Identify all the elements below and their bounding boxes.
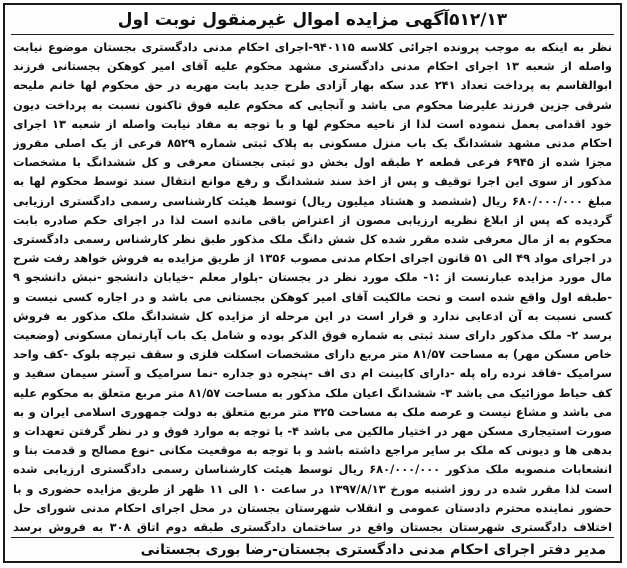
signature-divider	[11, 537, 614, 538]
notice-title: ۵۱۲/۱۳آگهی مزایده اموال غیرمنقول نوبت اول	[117, 10, 508, 30]
notice-body: نظر به اینکه به موجب پرونده اجرائی کلاسه ۹۴۰۱۱۵-اجرای احکام مدنی دادگستری بجستان موضوع نیابت واصله از شعبه ۱۳ اجرای احکام مدنی دادگستری مشهد محکوم علیه آقای امیر کوهکن بجستانی فرزند ابوالقاسم به پرداخت تعداد ۲۴۱ عدد سکه بهار آزادی طرح جدید بابت مهریه در حق محکوم لها خانم ملیحه شرقی جزین فرزند علیرضا محکوم می باشد و آنجایی که محکوم علیه فوق تاکنون نسبت به پرداخت دیون خود اقدامی بعمل ننموده است لذا از ناحیه محکوم لها و با توجه به مفاد نیابت واصله از شعبه ۱۳ اجرای احکام مدنی مشهد ششدانگ یک باب منزل مسکونی به پلاک ثبتی شماره ۸۵۲۹ فرعی از یک اصلی مفروز مجزا شده از ۶۹۴۵ فرعی قطعه ۲ طبقه اول بخش دو ثبتی بجستان معرفی و کل ششدانگ با مشخصات مذکور از سوی این اجرا توقیف و پس از اخذ سند ششدانگ و رفع موانع انتقال سند توسط محکوم لها به مبلغ ۶۸۰/۰۰۰/۰۰۰ ریال (ششصد و هشتاد میلیون ریال) توسط هیئت کارشناسی رسمی دادگستری ارزیابی گردیده که پس از ابلاغ نظریه ارزیابی مصون از اعتراض باقی مانده است لذا در اجرای حکم صادره بابت محکوم به از مال معرفی شده مقرر شده کل شش دانگ ملک مذکور طبق نظر کارشناس رسمی دادگستری در اجرای مواد ۴۹ الی ۵۱ قانون اجرای احکام مدنی مصوب ۱۳۵۶ از طریق مزایده به فروش خواهد رفت شرح مال مورد مزایده عبارتست از :۱- ملک مورد نظر در بجستان -بلوار معلم -خیابان دانشجو -نبش دانشجو ۹ -طبقه اول واقع شده است و تحت مالکیت آقای امیر کوهکن بجستانی می باشد و در اجاره کسی نیست و کسی نسبت به آن ادعایی ندارد و قرار است در این مرحله از مزایده کل ششدانگ ملک مذکور به فروش برسد ۲- ملک مذکور دارای سند ثبتی به شماره فوق الذکر بوده و شامل یک باب آپارتمان مسکونی (وضعیت خاص مسکن مهر) به مساحت ۸۱/۵۷ متر مربع دارای مشخصات اسکلت فلزی و سقف تیرچه بلوک -کف واحد سرامیک -فاقد نرده راه پله -دارای کابینت ام دی اف -پنجره دو جداره -نما سرامیک و آستر سیمان سفید و کف حیاط موزائیک می باشد ۳- ششدانگ اعیان ملک مذکور به مساحت ۸۱/۵۷ متر مربع متعلق به محکوم علیه می باشد و مشاع نیست و عرصه ملک به مساحت ۳۲۵ متر مربع متعلق به دولت جمهوری اسلامی ایران و به صورت استیجاری مسکن مهر در اختیار مالکین می باشد ۴- با توجه به موارد فوق و در نظر گرفتن تعهدات و بدهی ها و دیونی که ملک بر سایر مراجع داشته باشد و با توجه به موقعیت مکانی -نوع مصالح و قدمت بنا و انشعابات منصوبه ملک مذکور ۶۸۰/۰۰۰/۰۰۰ ریال توسط هیئت کارشناسان رسمی دادگستری ارزیابی شده است لذا مقرر شده در روز اشنبه مورخ ۱۳۹۷/۸/۱۳ در ساعت ۱۰ الی ۱۱ ظهر از طریق مزایده حضوری و با حضور نماینده محترم دادستان عمومی و انقلاب شهرستان بجستان در محل اجرای احکام مدنی شورای حل اختلاف دادگستری شهرستان بجستان واقع در ساختمان دادگستری طبقه دوم اتاق ۳۰۸ به فروش برسد	[13, 40, 612, 534]
notice-signature: مدیر دفتر اجرای احکام مدنی دادگستری بجستان-رضا بوری بجستانی	[140, 542, 606, 558]
auction-notice	[3, 3, 622, 563]
title-divider	[11, 34, 614, 35]
